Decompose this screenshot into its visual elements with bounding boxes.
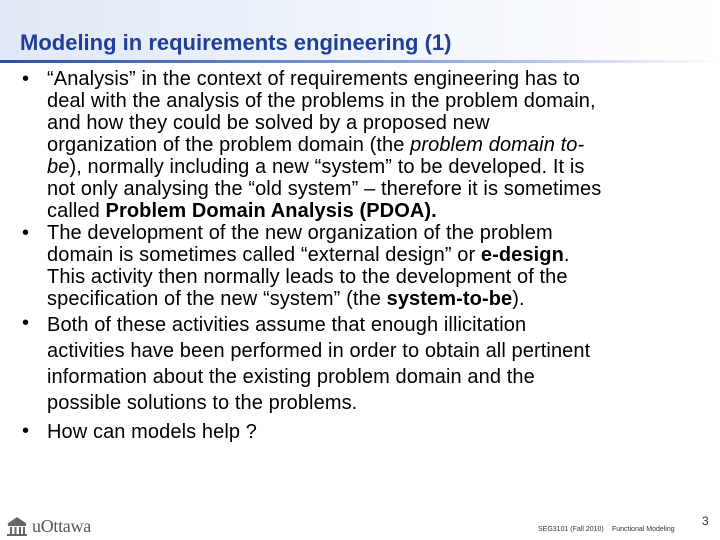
bullet-line: The development of the new organization of the problem (47, 222, 553, 244)
bullet-item (22, 420, 712, 444)
bold-run: e-design (480, 244, 564, 266)
bullet-line: Both of these activities assume that enough illicitation (47, 314, 527, 336)
bullet-line: information about the existing problem domain and the (47, 366, 535, 388)
bullet-item (22, 68, 712, 222)
bold-run: Problem Domain Analysis (PDOA). (105, 200, 437, 222)
bullet-line (47, 156, 712, 178)
text-run: ), normally including a new “system” to be developed. It is (69, 156, 585, 178)
bullet-item (22, 222, 712, 310)
text-run: domain is sometimes called “external design” or (47, 244, 481, 266)
text-run: . (563, 244, 570, 266)
text-run: specification of the new “system” (the (47, 288, 387, 310)
bullet-line: and how they could be solved by a proposed new (47, 112, 490, 134)
bullet-item (22, 312, 712, 416)
bold-run: system-to-be (386, 288, 513, 310)
bullet-line: possible solutions to the problems. (47, 392, 358, 414)
bullet-dot-icon: • (22, 68, 30, 90)
page-number: 3 (702, 514, 709, 528)
bullet-line (47, 244, 712, 266)
italic-run: be (47, 156, 70, 178)
italic-run: problem domain to- (410, 134, 585, 156)
bullet-line: “Analysis” in the context of requirements engineering has to (47, 68, 580, 90)
bullet-line: This activity then normally leads to the development of the (47, 266, 568, 288)
text-run: organization of the problem domain (the (47, 134, 411, 156)
slide-body (22, 68, 712, 444)
bullet-dot-icon: • (22, 312, 30, 334)
university-name: uOttawa (32, 515, 91, 536)
bullet-line: activities have been performed in order to obtain all pertinent (47, 340, 591, 362)
title-underline (0, 60, 720, 63)
text-run: ). (512, 288, 525, 310)
bullet-line: not only analysing the “old system” – therefore it is sometimes (47, 178, 602, 200)
bullet-line (47, 134, 712, 156)
bullet-dot-icon: • (22, 420, 30, 442)
bullet-line: deal with the analysis of the problems in the problem domain, (47, 90, 596, 112)
footer-course: SEG3101 (Fall 2010) (538, 526, 604, 533)
university-logo (6, 514, 91, 538)
bullet-line (47, 200, 712, 222)
text-run: called (47, 200, 106, 222)
bullet-line (47, 288, 712, 310)
bullet-line: How can models help ? (47, 421, 257, 443)
building-icon (6, 515, 28, 537)
slide-title: Modeling in requirements engineering (1) (20, 30, 452, 55)
bullet-dot-icon: • (22, 222, 30, 244)
footer-topic: Functional Modeling (612, 526, 675, 533)
